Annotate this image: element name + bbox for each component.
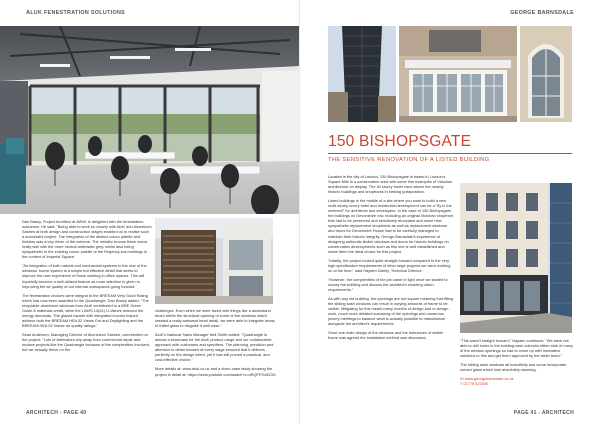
title-rule <box>328 153 572 154</box>
contact-telephone: T 01775 822000 <box>460 381 489 387</box>
paragraph: AluK's National Sales Manager Neil Smith added: "Quadrangle is almost a showcase for the AluK product range and our collaborative approach with customers and specifiers. The planning, precision and attention to detail showed at every stage ensured that it delivers perfectly on the design intent, yet it has still proved a practical, and cost-effective choice." <box>155 332 274 363</box>
right-page-footer: PAGE 41 - ARCHITECH <box>513 410 574 416</box>
tower-photo <box>328 26 396 122</box>
paragraph: The fenestration choices were integral to the BREEAM Very Good Rating which has now been awarded to the Quadrangle. Dan Basey added: "The recyclable aluminium windows from AluK contributed to a BRE Green Guide A materials credit, while the LAWS 14(24) U-Values reduced the energy demands. The glazed façade with integrated louvres helped achieve both the BREEAM HEA 02 Views Out and Daylighting and the BREEAM HEA 02 Indoor air quality ratings." <box>22 292 149 328</box>
paragraph: As with any old building, the openings are not square meaning that fitting the sliding sash windows can result in varying amounts of frame to be visible. Mitigating for this meant many months of design and re-design work, much more detailed surveying of the openings and numerous joinery meetings to balance what is actually possible to manufacture alongside the architect's requirements. <box>328 295 454 327</box>
left-page-footer: ARCHITECH - PAGE 40 <box>26 410 87 416</box>
paragraph: "This wasn't straight forward," Hayden continues. "We were not able to drill holes in the existing sash columns either side of many of the window openings so had to come up with innovative solutions to this and get them approved by the wider team." <box>460 338 573 359</box>
shopfront-photo <box>399 26 517 122</box>
contact-url: W www.georgebarnsdale.co.uk <box>460 376 514 382</box>
article-title: 150 BISHOPSGATE <box>328 133 472 150</box>
right-column-1 <box>328 174 454 344</box>
street-facade-photo <box>460 183 572 333</box>
left-page-header: ALUK FENESTRATION SOLUTIONS <box>26 10 126 16</box>
left-column-1 <box>22 219 152 356</box>
paragraph: More details at: www.aluk.co.uk and a video case study showing the project in detail at: https://www.youtube.com/watch?v=dRQFPGdDCI8 <box>155 366 276 377</box>
paragraph: "An integration of both natural and mechanical systems to the rear of the windows' louvre system is a simple but effective detail that seeks to improve the user experience of those working in office spaces. This will hopefully become a well-utilised feature as more attention is given to improving the air quality of our internal workspaces going forward." <box>22 263 147 289</box>
paragraph: Located in the city of London, 150 Bishopsgate is based in London's Square Mile in a conservation area with some fine examples of Victorian architecture on display. The 40 storey tower rises above the nearby historic buildings and shopfronts in striking juxtaposition. <box>328 174 453 195</box>
paragraph: Sean Anderson, Managing Director of Aluminium Sashes, commented on the project: "Lots of fabricators shy away from commercial repair and replace projects like the Quadrangle because of the complexities involved, but we actually thrive on the <box>22 331 150 353</box>
office-interior-photo <box>0 26 300 214</box>
right-column-2 <box>460 338 574 386</box>
building-louvres-photo <box>155 218 273 304</box>
paragraph: challenges. Even when we were faced with things like a downstand beam within the structural opening of some of the windows which created a really awkward head detail, we were able to integrate areas of fritted glass to disguise it with ease." <box>155 308 275 329</box>
right-page <box>300 0 600 424</box>
right-page-header: GEORGE BARNSDALE <box>510 10 574 16</box>
paragraph: Dan Basey, Project Architect at AWW, is delighted with the fenestration outcomes. He said: "Being able to work so closely with AluK and Aluminium Sashes at both design and construction stages enabled us to realise such a successful project. The integration of the distinct colour palette and finishes was a key driver of the scheme. The metallic bronze finish works really well with the more neutral anthracite grey, whilst also being sympathetic to the existing colour palette of the Regency-era buildings in the context of Imperial Square. <box>22 219 152 260</box>
arched-window-photo <box>520 26 572 122</box>
paragraph: Listed buildings in the middle of a site where you want to build a new multi-storey luxury hotel and residential development can be a "fly in the ointment" for architects and developers. In the case of 150 Bishopsgate, the buildings on Devonshire row, including an original Victorian shopfront that had to be preserved and sensitively renovated and some new sympathetic replacement shopfronts as well as replacement windows and doors for Devonshire House had to be carefully managed to maintain their historic integrity. George Barnsdale's experience of designing authentic timber windows and doors for historic buildings on conservation developments such as this one is well established and made them the ideal choice for this project. <box>328 198 454 254</box>
paragraph: Once one main design of the windows and the tolerances of visible frame was agreed the installation method was discussed. <box>328 330 444 341</box>
left-column-2 <box>155 308 277 381</box>
paragraph: The sliding sash windows all beautifully and some incorporate curved glass which look absolutely stunning. <box>460 362 567 373</box>
paragraph: "Initially, the project looked quite straight-forward compared to the very high specification requirements of other large projects we were working on at the time," said Hayden Darley, Technical Director. <box>328 257 451 273</box>
paragraph: "However, the complexities of the job came to light once we started to survey the building and discuss the architect's exacting vision requirements." <box>328 276 448 292</box>
article-subtitle: THE SENSITIVE RENOVATION OF A LISTED BUILDING <box>328 157 490 163</box>
